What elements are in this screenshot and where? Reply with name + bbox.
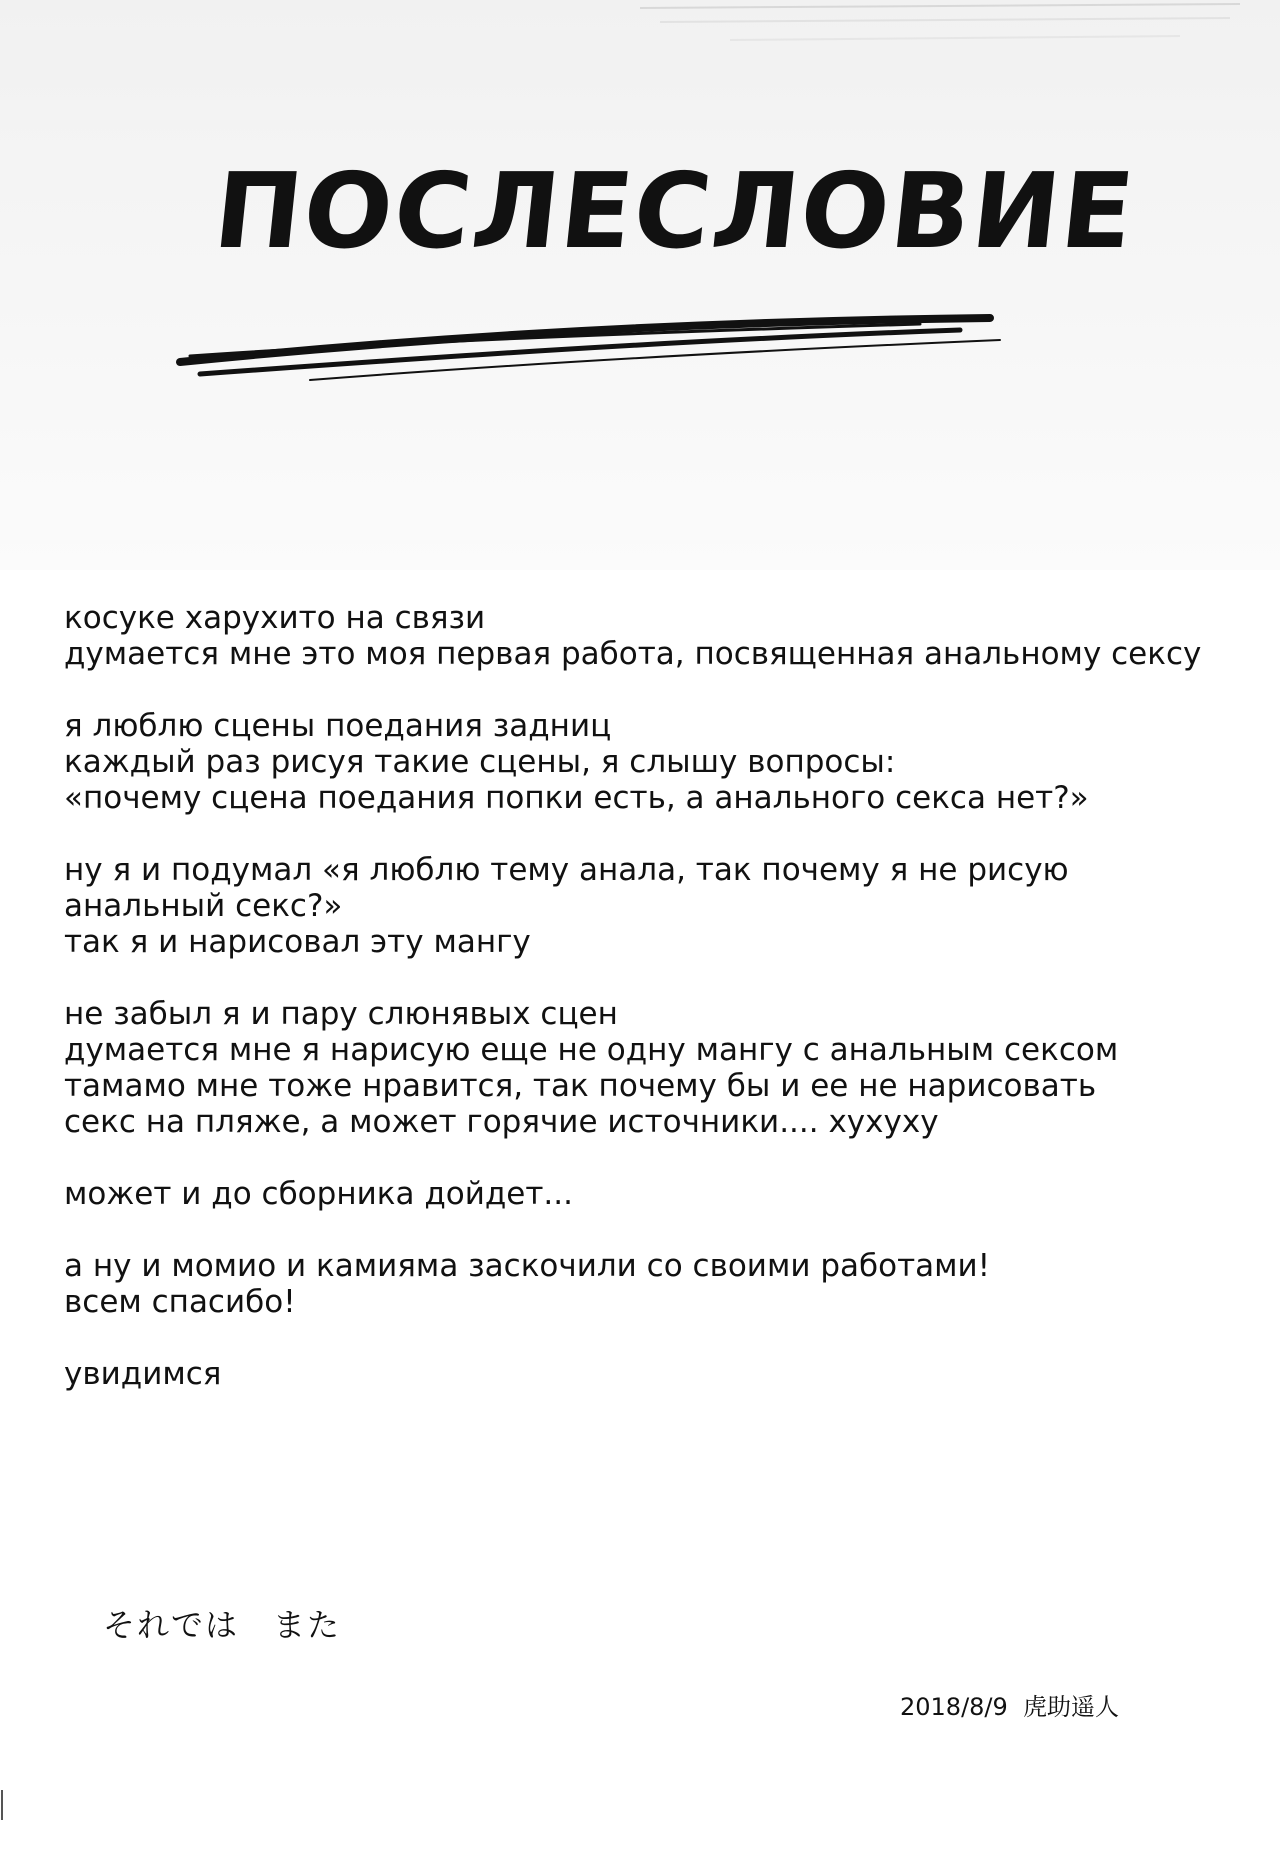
- faint-bleed-lines: [620, 0, 1260, 60]
- paragraph: [64, 1248, 1244, 1320]
- text-line: не забыл я и пару слюнявых сцен: [64, 996, 618, 1032]
- text-line: секс на пляже, а может горячие источники.... хухуху: [64, 1104, 939, 1140]
- top-shaded-area: [0, 0, 1280, 570]
- text-line: всем спасибо!: [64, 1284, 296, 1320]
- title-brush-underline: [160, 300, 1010, 390]
- afterword-body: [64, 600, 1244, 1428]
- paragraph: [64, 996, 1244, 1140]
- text-line: так я и нарисовал эту мангу: [64, 924, 531, 960]
- text-line: каждый раз рисуя такие сцены, я слышу вопросы:: [64, 744, 896, 780]
- text-line: увидимся: [64, 1356, 222, 1392]
- text-line: «почему сцена поедания попки есть, а анального секса нет?»: [64, 780, 1089, 816]
- farewell-note: それでは また: [103, 1606, 342, 1644]
- text-line: а ну и момио и камияма заскочили со своими работами!: [64, 1248, 991, 1284]
- paragraph: [64, 708, 1244, 816]
- paragraph: [64, 1356, 1244, 1392]
- text-line: думается мне это моя первая работа, посвященная анальному сексу: [64, 636, 1202, 672]
- paragraph: [64, 852, 1244, 960]
- page-edge-mark: [0, 1780, 10, 1864]
- date-and-author-signature: 2018/8/9 虎助遥人: [900, 1693, 1120, 1721]
- text-line: я люблю сцены поедания задниц: [64, 708, 612, 744]
- text-line: думается мне я нарисую еще не одну мангу с анальным сексом: [64, 1032, 1119, 1068]
- text-line: анальный секс?»: [64, 888, 343, 924]
- page-title: ПОСЛЕСЛОВИЕ: [208, 150, 1142, 272]
- paragraph: [64, 600, 1244, 672]
- text-line: ну я и подумал «я люблю тему анала, так почему я не рисую: [64, 852, 1069, 888]
- text-line: косуке харухито на связи: [64, 600, 486, 636]
- paragraph: [64, 1176, 1244, 1212]
- text-line: может и до сборника дойдет...: [64, 1176, 573, 1212]
- text-line: тамамо мне тоже нравится, так почему бы и ее не нарисовать: [64, 1068, 1097, 1104]
